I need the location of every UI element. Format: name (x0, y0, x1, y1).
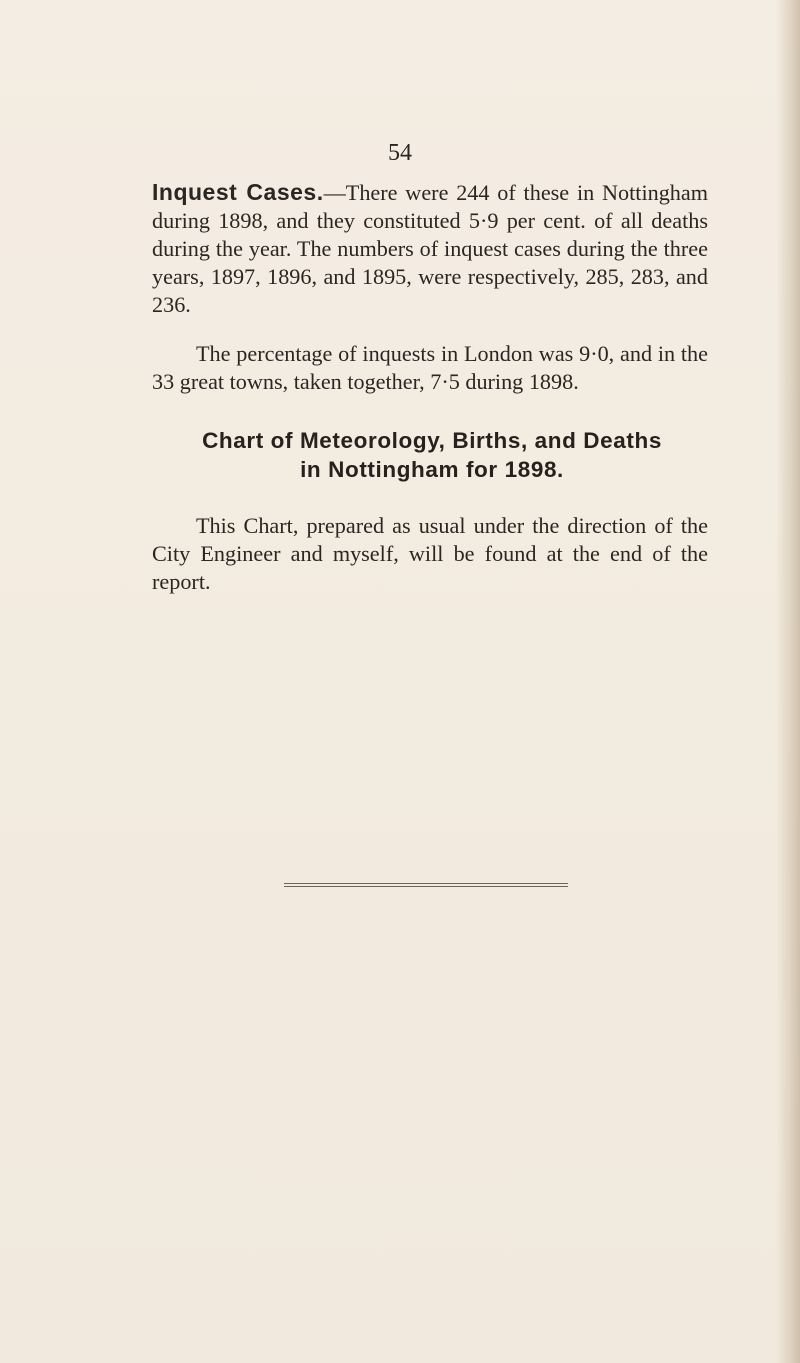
chart-heading-line-2: in Nottingham for 1898. (300, 457, 564, 482)
chart-note-paragraph: This Chart, prepared as usual under the direction of the City Engineer and myself, will be found at the end of the report. (152, 513, 708, 594)
inquest-paragraph-text: —There were 244 of these in Nottingham during 1898, and they constituted 5·9 per cent. of all deaths during the year. The numbers of inquest cases during the three years, 1897, 1896, and 1895, were respectively, 285, 283, and 236. (152, 180, 708, 317)
inquest-paragraph (152, 178, 708, 319)
page-number: 54 (388, 140, 412, 166)
section-divider-rule (284, 883, 568, 888)
chart-section-heading (152, 426, 712, 484)
london-paragraph: The percentage of inquests in London was 9·0, and in the 33 great towns, taken together, 7·5 during 1898. (152, 341, 708, 394)
chart-heading-line-1: Chart of Meteorology, Births, and Deaths (202, 428, 662, 453)
divider-line-bottom (284, 886, 568, 887)
divider-line-top (284, 883, 568, 884)
inquest-run-in-heading: Inquest Cases. (152, 179, 324, 205)
